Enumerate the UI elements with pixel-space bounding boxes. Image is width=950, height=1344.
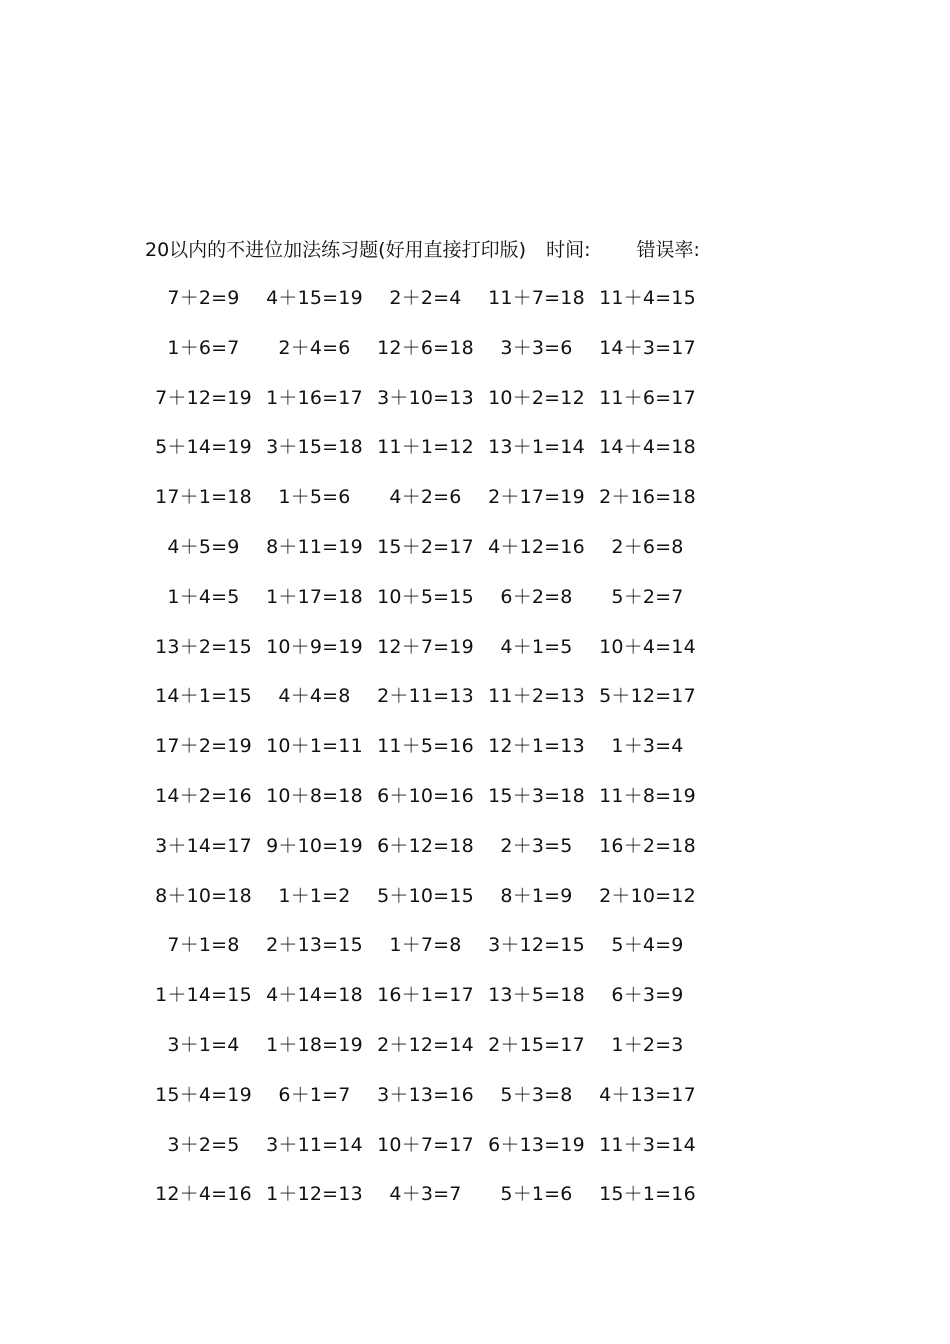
addition-problem: 15＋3=18 — [488, 784, 585, 807]
addition-problem: 14＋4=18 — [599, 436, 696, 459]
addition-problem: 3＋12=15 — [488, 934, 585, 957]
problem-row — [148, 633, 703, 683]
problem-row — [148, 1031, 703, 1081]
addition-problem: 4＋15=19 — [266, 287, 363, 309]
addition-problem: 6＋12=18 — [377, 834, 474, 857]
addition-problem: 5＋2=7 — [611, 585, 684, 608]
addition-problem: 6＋3=9 — [611, 984, 684, 1007]
addition-problem: 11＋8=19 — [599, 784, 696, 807]
addition-problem: 2＋11=13 — [377, 685, 474, 708]
addition-problem: 5＋4=9 — [611, 934, 684, 957]
addition-problem: 2＋2=4 — [389, 287, 462, 309]
addition-problem: 14＋2=16 — [155, 784, 252, 807]
addition-problem: 14＋1=15 — [155, 685, 252, 708]
addition-problem: 5＋14=19 — [155, 436, 252, 459]
addition-problem: 10＋5=15 — [377, 585, 474, 608]
addition-problem: 17＋1=18 — [155, 486, 252, 509]
problem-row — [148, 483, 703, 533]
addition-problem: 8＋1=9 — [500, 884, 573, 907]
addition-problem: 12＋7=19 — [377, 635, 474, 658]
error-rate-label: 错误率: — [636, 239, 700, 261]
addition-problem: 6＋1=7 — [278, 1083, 351, 1106]
addition-problem: 5＋12=17 — [599, 685, 696, 708]
addition-problem: 10＋1=11 — [266, 735, 363, 758]
addition-problem: 8＋10=18 — [155, 884, 252, 907]
problem-row — [148, 981, 703, 1031]
addition-problem: 12＋4=16 — [155, 1183, 252, 1206]
addition-problem: 4＋3=7 — [389, 1183, 462, 1206]
addition-problem: 3＋14=17 — [155, 834, 252, 857]
addition-problem: 1＋3=4 — [611, 735, 684, 758]
problem-row — [148, 732, 703, 782]
addition-problem: 11＋3=14 — [599, 1133, 696, 1156]
addition-problem: 6＋2=8 — [500, 585, 573, 608]
problem-row — [148, 533, 703, 583]
problem-row — [148, 433, 703, 483]
addition-problem: 2＋16=18 — [599, 486, 696, 509]
addition-problem: 4＋4=8 — [278, 685, 351, 708]
problem-row — [148, 284, 703, 334]
addition-problem: 10＋8=18 — [266, 784, 363, 807]
addition-problem: 3＋10=13 — [377, 386, 474, 409]
problem-row — [148, 782, 703, 832]
addition-problem: 13＋5=18 — [488, 984, 585, 1007]
addition-problem: 16＋2=18 — [599, 834, 696, 857]
addition-problem: 8＋11=19 — [266, 535, 363, 558]
addition-problem: 15＋2=17 — [377, 535, 474, 558]
problem-row — [148, 384, 703, 434]
addition-problem: 1＋18=19 — [266, 1033, 363, 1056]
addition-problem: 11＋1=12 — [377, 436, 474, 459]
worksheet-header — [145, 236, 700, 264]
addition-problem: 1＋16=17 — [266, 386, 363, 409]
addition-problem: 4＋1=5 — [500, 635, 573, 658]
addition-problem: 1＋12=13 — [266, 1183, 363, 1206]
addition-problem: 1＋17=18 — [266, 585, 363, 608]
problem-row — [148, 832, 703, 882]
addition-problem: 2＋15=17 — [488, 1033, 585, 1056]
problem-grid — [148, 284, 703, 1230]
addition-problem: 6＋10=16 — [377, 784, 474, 807]
addition-problem: 3＋1=4 — [167, 1033, 240, 1056]
addition-problem: 4＋2=6 — [389, 486, 462, 509]
addition-problem: 1＋6=7 — [167, 336, 240, 359]
addition-problem: 11＋5=16 — [377, 735, 474, 758]
addition-problem: 3＋15=18 — [266, 436, 363, 459]
addition-problem: 10＋2=12 — [488, 386, 585, 409]
problem-row — [148, 882, 703, 932]
addition-problem: 3＋13=16 — [377, 1083, 474, 1106]
addition-problem: 15＋4=19 — [155, 1083, 252, 1106]
addition-problem: 12＋1=13 — [488, 735, 585, 758]
addition-problem: 11＋2=13 — [488, 685, 585, 708]
addition-problem: 5＋10=15 — [377, 884, 474, 907]
addition-problem: 4＋5=9 — [167, 535, 240, 558]
addition-problem: 5＋3=8 — [500, 1083, 573, 1106]
addition-problem: 6＋13=19 — [488, 1133, 585, 1156]
addition-problem: 11＋6=17 — [599, 386, 696, 409]
addition-problem: 2＋12=14 — [377, 1033, 474, 1056]
addition-problem: 13＋1=14 — [488, 436, 585, 459]
addition-problem: 3＋2=5 — [167, 1133, 240, 1156]
problem-row — [148, 334, 703, 384]
addition-problem: 3＋11=14 — [266, 1133, 363, 1156]
time-label: 时间: — [546, 239, 591, 261]
addition-problem: 1＋2=3 — [611, 1033, 684, 1056]
addition-problem: 10＋7=17 — [377, 1133, 474, 1156]
addition-problem: 16＋1=17 — [377, 984, 474, 1007]
addition-problem: 2＋13=15 — [266, 934, 363, 957]
addition-problem: 4＋13=17 — [599, 1083, 696, 1106]
addition-problem: 7＋2=9 — [167, 287, 240, 309]
addition-problem: 2＋3=5 — [500, 834, 573, 857]
addition-problem: 15＋1=16 — [599, 1183, 696, 1206]
addition-problem: 2＋4=6 — [278, 336, 351, 359]
addition-problem: 7＋1=8 — [167, 934, 240, 957]
addition-problem: 11＋7=18 — [488, 287, 585, 309]
addition-problem: 4＋12=16 — [488, 535, 585, 558]
problem-row — [148, 583, 703, 633]
addition-problem: 12＋6=18 — [377, 336, 474, 359]
problem-row — [148, 1180, 703, 1230]
addition-problem: 5＋1=6 — [500, 1183, 573, 1206]
addition-problem: 10＋9=19 — [266, 635, 363, 658]
addition-problem: 1＋5=6 — [278, 486, 351, 509]
addition-problem: 1＋7=8 — [389, 934, 462, 957]
addition-problem: 1＋1=2 — [278, 884, 351, 907]
addition-problem: 9＋10=19 — [266, 834, 363, 857]
addition-problem: 14＋3=17 — [599, 336, 696, 359]
addition-problem: 1＋4=5 — [167, 585, 240, 608]
addition-problem: 4＋14=18 — [266, 984, 363, 1007]
problem-row — [148, 682, 703, 732]
addition-problem: 11＋4=15 — [599, 287, 696, 309]
problem-row — [148, 931, 703, 981]
addition-problem: 7＋12=19 — [155, 386, 252, 409]
addition-problem: 13＋2=15 — [155, 635, 252, 658]
addition-problem: 2＋17=19 — [488, 486, 585, 509]
addition-problem: 10＋4=14 — [599, 635, 696, 658]
addition-problem: 17＋2=19 — [155, 735, 252, 758]
addition-problem: 2＋6=8 — [611, 535, 684, 558]
addition-problem: 1＋14=15 — [155, 984, 252, 1007]
addition-problem: 2＋10=12 — [599, 884, 696, 907]
worksheet-title: 20以内的不进位加法练习题(好用直接打印版) — [145, 239, 527, 261]
problem-row — [148, 1081, 703, 1131]
problem-row — [148, 1131, 703, 1181]
addition-problem: 3＋3=6 — [500, 336, 573, 359]
